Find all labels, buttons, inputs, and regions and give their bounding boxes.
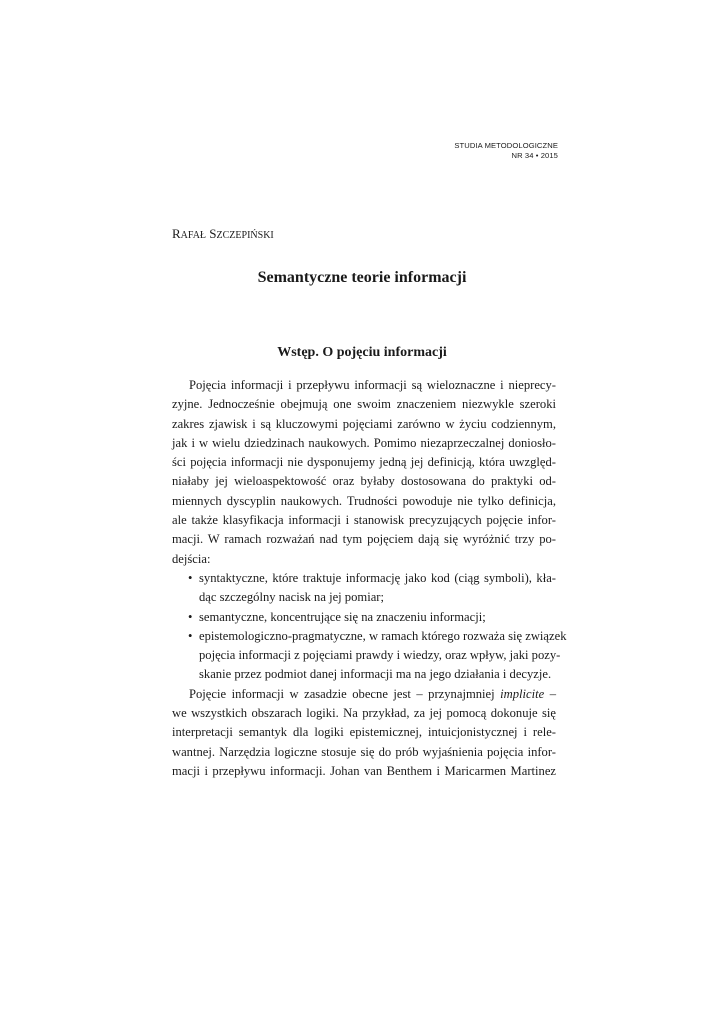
author-name [172, 226, 274, 244]
list-item-line [172, 569, 556, 588]
text-line: niałaby jej wieloaspektowość oraz byłaby dostosowana do praktyki od- [172, 474, 556, 489]
list-item-text: semantyczne, koncentrujące się na znaczeniu informacji; [199, 609, 486, 624]
text-line: dejścia: [172, 551, 211, 566]
text-line: ale także klasyfikacja informacji i stanowisk precyzujących pojęcie infor- [172, 513, 556, 528]
paragraph-2 [172, 685, 556, 781]
list-item-line [172, 627, 567, 646]
bullet-icon: • [188, 570, 193, 585]
journal-name: STUDIA METODOLOGICZNE [454, 141, 558, 150]
text-line [172, 685, 556, 704]
author-last-initial: S [209, 226, 217, 241]
bullet-icon: • [188, 628, 193, 643]
journal-issue: NR 34 • 2015 [511, 151, 558, 160]
text-line: miennych dyscyplin naukowych. Trudności powoduje nie tylko definicja, [172, 493, 556, 508]
list-item-line: pojęcia informacji z pojęciami prawdy i wiedzy, oraz wpływ, jaki pozy- [199, 648, 561, 663]
text-line: jak i w wielu dziedzinach naukowych. Pomimo niezaprzeczalnej doniosło- [172, 435, 556, 450]
list-item-line: dąc szczególny nacisk na jej pomiar; [199, 590, 384, 605]
text-line: macji. W ramach rozważań nad tym pojęciem dają się wyróżnić trzy po- [172, 532, 556, 547]
article-title: Semantyczne teorie informacji [257, 269, 467, 286]
list-item [172, 608, 556, 627]
text-line: macji i przepływu informacji. Johan van Benthem i Maricarmen Martinez [172, 763, 556, 778]
text-line: Pojęcia informacji i przepływu informacji są wieloznaczne i nieprecy- [189, 378, 556, 392]
body-text [172, 376, 567, 781]
list-item [172, 569, 556, 608]
author-first-rest: AFAŁ [180, 230, 207, 241]
author-first-initial: R [172, 226, 181, 241]
text-line: zyjne. Jednocześnie obejmują one swoim znaczeniem niezwykle szeroki [172, 397, 556, 412]
list-item-line: skanie przez podmiot danej informacji ma na jego działania i decyzje. [199, 667, 552, 682]
text-fragment: Pojęcie informacji w zasadzie obecne jest – przynajmniej [189, 686, 501, 701]
paragraph-1 [172, 376, 556, 569]
section-heading: Wstęp. O pojęciu informacji [277, 345, 447, 360]
list-item [172, 627, 567, 685]
list-item-line [172, 608, 556, 627]
italic-term: implicite [500, 686, 545, 701]
author-last-rest: ZCZEPIŃSKI [216, 230, 274, 241]
journal-header [454, 141, 558, 161]
text-line: ści pojęcia informacji nie dysponujemy jedną jej definicją, która uwzględ- [172, 455, 556, 470]
text-line: zakres zjawisk i są kluczowymi pojęciami zarówno w życiu codziennym, [172, 416, 556, 431]
text-line: interpretacji semantyk dla logiki epistemicznej, intuicjonistycznej i rele- [172, 725, 556, 740]
bullet-list [172, 569, 567, 685]
text-line: wantnej. Narzędzia logiczne stosuje się do prób wyjaśnienia pojęcia infor- [172, 744, 556, 759]
list-item-text: epistemologiczno-pragmatyczne, w ramach którego rozważa się związek [199, 628, 567, 643]
bullet-icon: • [188, 609, 193, 624]
text-fragment: – [544, 686, 556, 701]
list-item-text: syntaktyczne, które traktuje informację jako kod (ciąg symboli), kła- [199, 570, 556, 585]
text-line: we wszystkich obszarach logiki. Na przykład, za jej pomocą dokonuje się [172, 706, 556, 721]
